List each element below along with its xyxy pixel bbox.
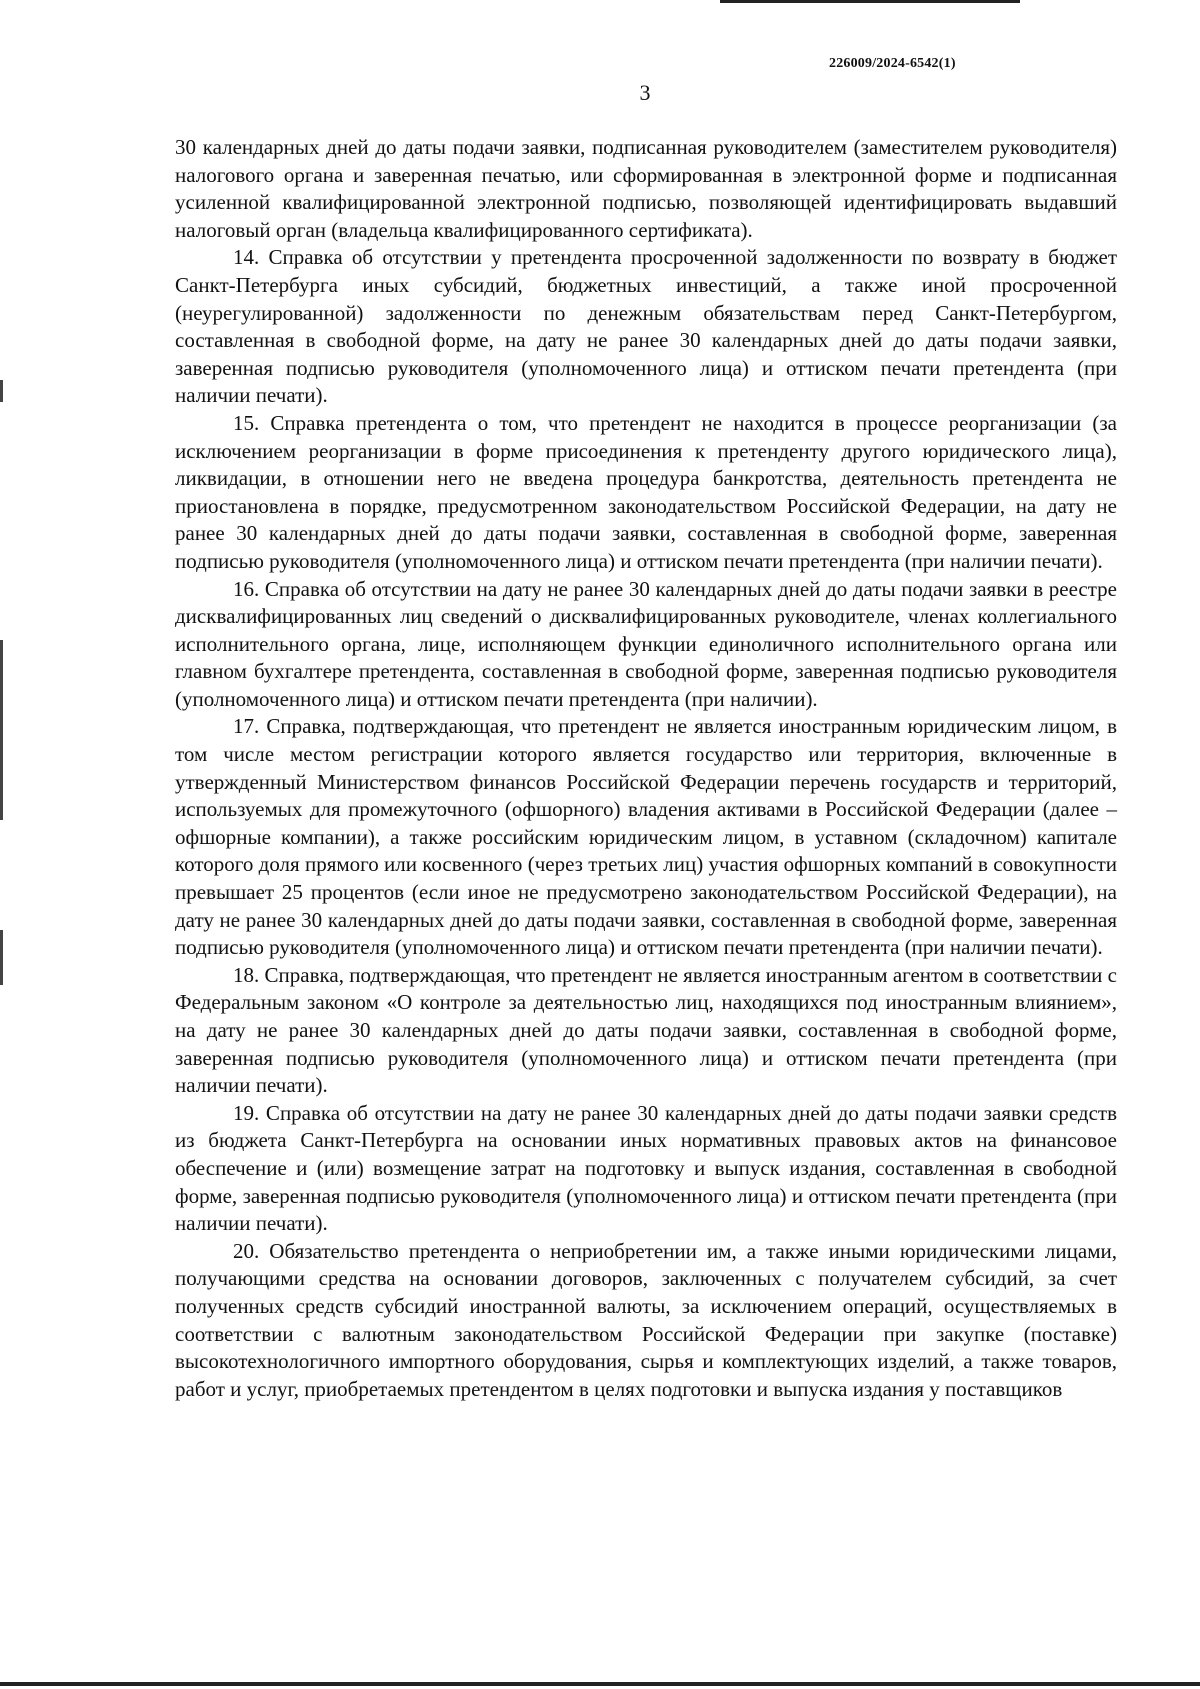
paragraph-item-17: 17. Справка, подтверждающая, что претендент не является иностранным юридическим лицом, в том числе местом регистрации которого является государство или территория, включенные в утвержденный Министерством финансов Российской Федерации перечень государств и территорий, используемых для промежуточного (офшорного) владения активами в Российской Федерации (далее – офшорные компании), а также российским юридическим лицом, в уставном (складочном) капитале которого доля прямого или косвенного (через третьих лиц) участия офшорных компаний в совокупности превышает 25 процентов (если иное не предусмотрено законодательством Российской Федерации), на дату не ранее 30 календарных дней до даты подачи заявки, составленная в свободной форме, заверенная подписью руководителя (уполномоченного лица) и оттиском печати претендента (при наличии печати). [175, 714, 1117, 960]
paragraph-item-16: 16. Справка об отсутствии на дату не ранее 30 календарных дней до даты подачи заявки в реестре дисквалифицированных лиц сведений о дисквалифицированных руководителе, членах коллегиального исполнительного органа, лице, исполняющем функции единоличного исполнительного органа или главном бухгалтере претендента, составленная в свободной форме, заверенная подписью руководителя (уполномоченного лица) и оттиском печати претендента (при наличии). [175, 576, 1117, 711]
document-number: 226009/2024-6542(1) [829, 56, 956, 71]
paragraph-item-14: 14. Справка об отсутствии у претендента просроченной задолженности по возврату в бюджет Санкт-Петербурга иных субсидий, бюджетных инвестиций, а также иной просроченной (неурегулированной) задолженности по денежным обязательствам перед Санкт-Петербургом, составленная в свободной форме, на дату не ранее 30 календарных дней до даты подачи заявки, заверенная подписью руководителя (уполномоченного лица) и оттиском печати претендента (при наличии печати). [175, 245, 1117, 408]
scan-edge-mark [0, 380, 3, 402]
paragraph-item-19: 19. Справка об отсутствии на дату не ранее 30 календарных дней до даты подачи заявки средств из бюджета Санкт-Петербурга на основании иных нормативных правовых актов на финансовое обеспечение и (или) возмещение затрат на подготовку и выпуск издания, составленная в свободной форме, заверенная подписью руководителя (уполномоченного лица) и оттиском печати претендента (при наличии печати). [175, 1100, 1117, 1236]
bottom-scan-rule [0, 1682, 1200, 1686]
scan-edge-mark [0, 640, 3, 820]
top-scan-rule [720, 0, 1020, 3]
paragraph-item-20: 20. Обязательство претендента о неприобретении им, а также иными юридическими лицами, получающими средства на основании договоров, заключенных с получателем субсидий, за счет полученных средств субсидий иностранной валюты, за исключением операций, осуществляемых в соответствии с валютным законодательством Российской Федерации при закупке (поставке) высокотехнологичного импортного оборудования, сырья и комплектующих изделий, а также товаров, работ и услуг, приобретаемых претендентом в целях подготовки и выпуска издания у поставщиков [175, 1238, 1117, 1401]
paragraph-item-18: 18. Справка, подтверждающая, что претендент не является иностранным агентом в соответствии с Федеральным законом «О контроле за деятельностью лиц, находящихся под иностранным влиянием», на дату не ранее 30 календарных дней до даты подачи заявки, составленная в свободной форме, заверенная подписью руководителя (уполномоченного лица) и оттиском печати претендента (при наличии печати). [175, 962, 1117, 1098]
page-number: 3 [639, 80, 651, 105]
scan-edge-mark [0, 930, 3, 985]
paragraph-continuation: 30 календарных дней до даты подачи заявки, подписанная руководителем (заместителем руководителя) налогового органа и заверенная печатью, или сформированная в электронной форме и подписанная усиленной квалифицированной электронной подписью, позволяющей идентифицировать выдавший налоговый орган (владельца квалифицированного сертификата). [175, 135, 1117, 242]
document-body [175, 134, 1117, 1403]
paragraph-item-15: 15. Справка претендента о том, что претендент не находится в процессе реорганизации (за исключением реорганизации в форме присоединения к претенденту другого юридического лица), ликвидации, в отношении него не введена процедура банкротства, деятельность претендента не приостановлена в порядке, предусмотренном законодательством Российской Федерации, на дату не ранее 30 календарных дней до даты подачи заявки, составленная в свободной форме, заверенная подписью руководителя (уполномоченного лица) и оттиском печати претендента (при наличии печати). [175, 410, 1117, 573]
